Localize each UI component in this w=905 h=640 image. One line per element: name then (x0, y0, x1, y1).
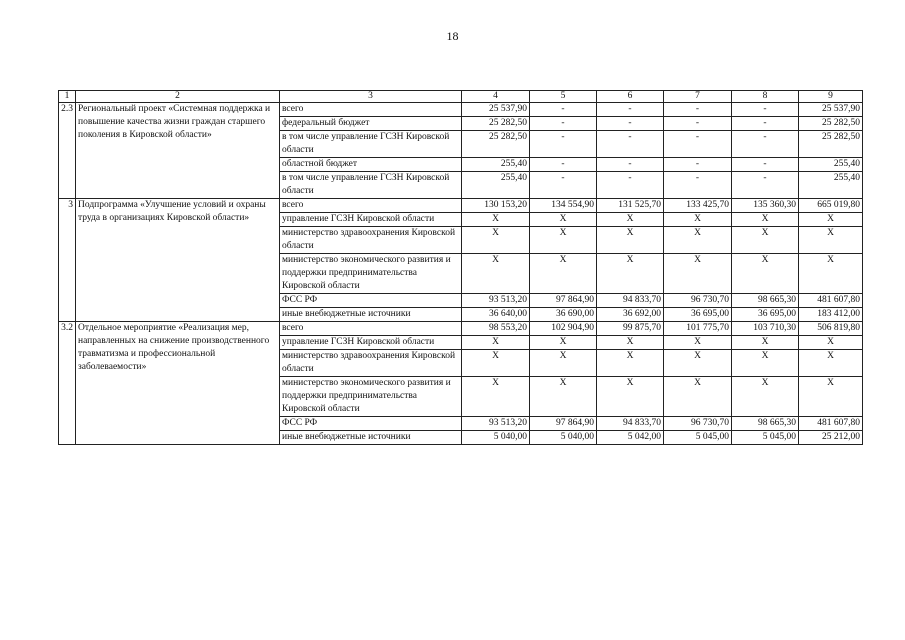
amount-cell: X (530, 227, 597, 254)
amount-cell: X (799, 336, 863, 350)
amount-cell: 255,40 (462, 172, 530, 199)
item-name: Подпрограмма «Улучшение условий и охраны труда в организациях Кировской области» (76, 199, 280, 322)
amount-cell: X (664, 377, 732, 417)
funding-source: министерство здравоохранения Кировской области (280, 227, 462, 254)
amount-cell: 94 833,70 (597, 294, 664, 308)
table-row (59, 199, 863, 213)
amount-cell: 97 864,90 (530, 294, 597, 308)
amount-cell: - (530, 131, 597, 158)
amount-cell: - (732, 158, 799, 172)
amount-cell: X (530, 350, 597, 377)
budget-table (58, 90, 863, 445)
amount-cell: 99 875,70 (597, 322, 664, 336)
amount-cell: 183 412,00 (799, 308, 863, 322)
amount-cell: X (597, 254, 664, 294)
amount-cell: 255,40 (799, 172, 863, 199)
amount-cell: 36 695,00 (664, 308, 732, 322)
amount-cell: 98 553,20 (462, 322, 530, 336)
amount-cell: 96 730,70 (664, 417, 732, 431)
amount-cell: 134 554,90 (530, 199, 597, 213)
amount-cell: - (732, 117, 799, 131)
column-number-row (59, 91, 863, 103)
amount-cell: 36 692,00 (597, 308, 664, 322)
amount-cell: X (732, 213, 799, 227)
amount-cell: 101 775,70 (664, 322, 732, 336)
amount-cell: 255,40 (799, 158, 863, 172)
amount-cell: X (732, 227, 799, 254)
funding-source: управление ГСЗН Кировской области (280, 213, 462, 227)
amount-cell: X (664, 227, 732, 254)
amount-cell: 5 045,00 (732, 431, 799, 445)
amount-cell: 103 710,30 (732, 322, 799, 336)
amount-cell: 25 282,50 (462, 131, 530, 158)
funding-source: управление ГСЗН Кировской области (280, 336, 462, 350)
amount-cell: - (597, 103, 664, 117)
column-number: 3 (280, 91, 462, 103)
amount-cell: 665 019,80 (799, 199, 863, 213)
amount-cell: 5 040,00 (462, 431, 530, 445)
amount-cell: 96 730,70 (664, 294, 732, 308)
amount-cell: X (732, 336, 799, 350)
funding-source: ФСС РФ (280, 294, 462, 308)
amount-cell: 36 695,00 (732, 308, 799, 322)
amount-cell: X (799, 213, 863, 227)
amount-cell: - (664, 103, 732, 117)
funding-source: министерство здравоохранения Кировской области (280, 350, 462, 377)
column-number: 7 (664, 91, 732, 103)
funding-source: в том числе управление ГСЗН Кировской области (280, 172, 462, 199)
amount-cell: X (799, 227, 863, 254)
column-number: 1 (59, 91, 76, 103)
amount-cell: X (462, 227, 530, 254)
amount-cell: X (664, 254, 732, 294)
funding-source: в том числе управление ГСЗН Кировской области (280, 131, 462, 158)
amount-cell: X (462, 377, 530, 417)
amount-cell: - (530, 158, 597, 172)
amount-cell: 481 607,80 (799, 417, 863, 431)
table-row (59, 103, 863, 117)
amount-cell: - (530, 103, 597, 117)
amount-cell: - (597, 158, 664, 172)
amount-cell: - (597, 117, 664, 131)
amount-cell: X (664, 350, 732, 377)
amount-cell: - (664, 131, 732, 158)
funding-source: областной бюджет (280, 158, 462, 172)
amount-cell: 97 864,90 (530, 417, 597, 431)
amount-cell: 25 537,90 (799, 103, 863, 117)
amount-cell: 130 153,20 (462, 199, 530, 213)
amount-cell: - (732, 172, 799, 199)
page-number: 18 (446, 29, 459, 43)
amount-cell: X (597, 213, 664, 227)
amount-cell: X (530, 254, 597, 294)
amount-cell: 25 282,50 (462, 117, 530, 131)
amount-cell: X (530, 213, 597, 227)
amount-cell: - (597, 131, 664, 158)
amount-cell: X (462, 336, 530, 350)
amount-cell: 36 640,00 (462, 308, 530, 322)
funding-source: всего (280, 199, 462, 213)
amount-cell: 94 833,70 (597, 417, 664, 431)
amount-cell: X (664, 213, 732, 227)
funding-source: ФСС РФ (280, 417, 462, 431)
amount-cell: X (530, 336, 597, 350)
table-row (59, 322, 863, 336)
amount-cell: 25 282,50 (799, 131, 863, 158)
amount-cell: - (530, 117, 597, 131)
amount-cell: - (597, 172, 664, 199)
amount-cell: 102 904,90 (530, 322, 597, 336)
item-number: 3.2 (59, 322, 76, 445)
amount-cell: - (530, 172, 597, 199)
funding-source: министерство экономического развития и поддержки предпринимательства Кировской области (280, 377, 462, 417)
amount-cell: X (597, 336, 664, 350)
item-name: Региональный проект «Системная поддержка и повышение качества жизни граждан старшего поколения в Кировской области» (76, 103, 280, 199)
amount-cell: 98 665,30 (732, 417, 799, 431)
amount-cell: 5 040,00 (530, 431, 597, 445)
amount-cell: - (732, 131, 799, 158)
amount-cell: 36 690,00 (530, 308, 597, 322)
column-number: 8 (732, 91, 799, 103)
amount-cell: 25 282,50 (799, 117, 863, 131)
column-number: 2 (76, 91, 280, 103)
amount-cell: - (664, 117, 732, 131)
item-number: 2.3 (59, 103, 76, 199)
amount-cell: X (530, 377, 597, 417)
column-number: 6 (597, 91, 664, 103)
amount-cell: - (664, 158, 732, 172)
column-number: 5 (530, 91, 597, 103)
amount-cell: 98 665,30 (732, 294, 799, 308)
amount-cell: X (799, 377, 863, 417)
amount-cell: X (597, 377, 664, 417)
amount-cell: X (597, 350, 664, 377)
amount-cell: 255,40 (462, 158, 530, 172)
amount-cell: 5 045,00 (664, 431, 732, 445)
item-number: 3 (59, 199, 76, 322)
amount-cell: X (462, 213, 530, 227)
amount-cell: X (732, 254, 799, 294)
amount-cell: X (799, 254, 863, 294)
column-number: 4 (462, 91, 530, 103)
amount-cell: X (462, 350, 530, 377)
funding-source: иные внебюджетные источники (280, 431, 462, 445)
funding-source: иные внебюджетные источники (280, 308, 462, 322)
funding-source: федеральный бюджет (280, 117, 462, 131)
item-name: Отдельное мероприятие «Реализация мер, направленных на снижение производственного травматизма и профессиональной заболеваемости» (76, 322, 280, 445)
amount-cell: 506 819,80 (799, 322, 863, 336)
amount-cell: 131 525,70 (597, 199, 664, 213)
amount-cell: 93 513,20 (462, 294, 530, 308)
amount-cell: X (799, 350, 863, 377)
amount-cell: X (462, 254, 530, 294)
amount-cell: X (732, 350, 799, 377)
funding-source: всего (280, 103, 462, 117)
amount-cell: - (664, 172, 732, 199)
amount-cell: X (732, 377, 799, 417)
funding-source: всего (280, 322, 462, 336)
amount-cell: 93 513,20 (462, 417, 530, 431)
amount-cell: X (597, 227, 664, 254)
amount-cell: 135 360,30 (732, 199, 799, 213)
amount-cell: 25 537,90 (462, 103, 530, 117)
amount-cell: - (732, 103, 799, 117)
amount-cell: 481 607,80 (799, 294, 863, 308)
amount-cell: X (664, 336, 732, 350)
funding-source: министерство экономического развития и поддержки предпринимательства Кировской области (280, 254, 462, 294)
amount-cell: 25 212,00 (799, 431, 863, 445)
amount-cell: 5 042,00 (597, 431, 664, 445)
column-number: 9 (799, 91, 863, 103)
amount-cell: 133 425,70 (664, 199, 732, 213)
